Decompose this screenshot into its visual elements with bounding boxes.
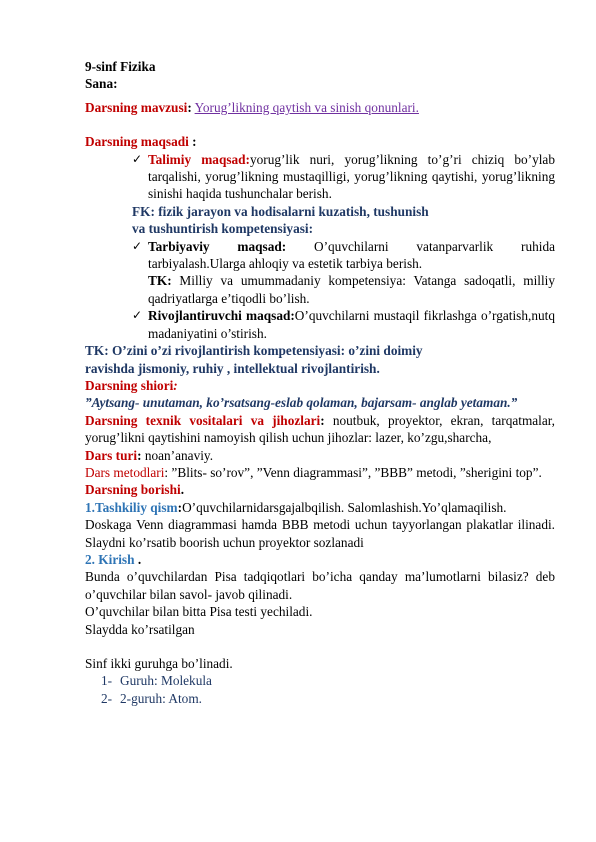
- equipment-colon: :: [320, 412, 325, 428]
- group-label: Guruh: Molekula: [120, 673, 212, 689]
- lesson-type-text: noan’anaviy.: [141, 447, 214, 463]
- topic-label: Darsning mavzusi: [85, 99, 188, 115]
- checkmark-icon: ✓: [132, 151, 143, 166]
- lesson-type-line: [85, 447, 555, 464]
- process-heading: Darsning borishi: [85, 482, 181, 498]
- step1-label: 1.Tashkiliy qism: [85, 499, 178, 515]
- fk-line-1: FK: fizik jarayon va hodisalarni kuzatish, tushunish: [132, 203, 429, 219]
- topic-line: [85, 99, 555, 116]
- group-label: 2-guruh: Atom.: [120, 690, 202, 706]
- equipment-paragraph: [85, 412, 555, 447]
- goal-colon: :: [188, 134, 197, 150]
- methods-paragraph: [85, 464, 555, 481]
- upbringing-goal-text: O’quvchilarni vatanparvarlik ruhida tarbiyalash.Ularga ahloqiy va estetik tarbiya berish.: [148, 238, 555, 272]
- tk-text: Milliy va umummadaniy kompetensiya: Vatanga sadoqatli, milliy qadriyatlarga e’tiqodli bo’lish.: [148, 273, 555, 306]
- list-number: 2-: [101, 690, 113, 706]
- topic-colon: :: [187, 99, 192, 115]
- tk-self-line-2: ravishda jismoniy, ruhiy , intellektual rivojlantirish.: [85, 360, 380, 376]
- lesson-type-label: Dars turi: [85, 447, 138, 463]
- methods-colon: :: [164, 464, 169, 480]
- list-item: [85, 672, 555, 689]
- checkmark-icon: ✓: [132, 308, 143, 323]
- process-heading-line: [85, 481, 555, 498]
- step2-line: [85, 551, 555, 568]
- step1-line: [85, 499, 555, 516]
- methods-label: Dars metodlari: [85, 464, 165, 480]
- topic-title: Yorug’likning qaytish va sinish qonunlari.: [194, 99, 419, 115]
- methods-text: ”Blits- so’rov”, ”Venn diagrammasi”, ”BBB” metodi, ”sherigini top”.: [168, 464, 542, 480]
- groups-intro: Sinf ikki guruhga bo’linadi.: [85, 656, 233, 671]
- step1-text-2: Doskaga Venn diagrammasi hamda BBB metodi uchun tayyorlangan plakatlar ilinadi. Slaydni ko’rsatib boorish uchun proyektor sozlanadi: [85, 517, 555, 550]
- motto-heading-line: [85, 377, 555, 394]
- date-label: Sana:: [85, 76, 118, 92]
- checkmark-icon: ✓: [132, 238, 143, 253]
- list-item: [85, 690, 555, 707]
- motto-text: ”Aytsang- unutaman, ko’rsatsang-eslab qolaman, bajarsam- anglab yetaman.”: [85, 395, 518, 411]
- equipment-text: noutbuk, proyektor, ekran, tarqatmalar, yorug’likni qaytishini namoyish qilish uchun jihozlar: lazer, ko’zgu,sharcha,: [85, 412, 555, 446]
- intro-line-1: Bunda o’quvchilardan Pisa tadqiqotlari bo’icha qanday ma’lumotlarni bilasiz? deb o’quvchilar bilan savol- javob qilinadi.: [85, 569, 555, 602]
- educational-goal-text: yorug’lik nuri, yorug’likning to’g’ri chiziq bo’ylab tarqalishi, yorug’likning mustaqilligi, yorug’likning qaytishi, yorug’likning sinishi haqida tushunchalar berish.: [148, 151, 555, 202]
- developing-goal-label: Rivojlantiruvchi maqsad:: [148, 308, 295, 324]
- tk-paragraph: [85, 272, 555, 307]
- equipment-heading: Darsning texnik vositalari va jihozlari: [85, 412, 321, 428]
- goal-heading-line: [85, 133, 555, 150]
- goal-heading: Darsning maqsadi: [85, 134, 189, 150]
- process-dot: .: [180, 482, 185, 498]
- class-subject: 9-sinf Fizika: [85, 59, 156, 74]
- step2-label: 2. Kirish: [85, 551, 135, 567]
- educational-goal-label: Talimiy maqsad:: [148, 151, 250, 167]
- lesson-type-colon: :: [137, 447, 142, 463]
- motto-colon: :: [173, 377, 178, 393]
- document-page: [85, 58, 555, 707]
- upbringing-goal-label: Tarbiyaviy maqsad:: [148, 238, 287, 254]
- list-item-developing-goal: [85, 307, 555, 342]
- intro-line-3: Slaydda ko’rsatilgan: [85, 621, 195, 637]
- step2-dot: .: [134, 551, 142, 567]
- step1-text: O’quvchilarnidarsgajalbqilish. Salomlashish.Yo’qlamaqilish.: [182, 499, 507, 515]
- tk-label: TK:: [148, 273, 172, 289]
- fk-line-2: va tushuntirish kompetensiyasi:: [132, 221, 314, 237]
- list-item-upbringing-goal: [85, 238, 555, 273]
- tk-self-line-1: TK: O’zini o’zi rivojlantirish kompetensiyasi: o’zini doimiy: [85, 343, 423, 359]
- list-item-educational-goal: [85, 151, 555, 203]
- step1-colon: :: [177, 499, 183, 515]
- motto-heading: Darsning shiori: [85, 377, 174, 393]
- intro-line-2: O’quvchilar bilan bitta Pisa testi yechiladi.: [85, 604, 313, 620]
- list-number: 1-: [101, 673, 113, 689]
- developing-goal-text: O’quvchilarni mustaqil fikrlashga o’rgatish,nutq madaniyatini o’stirish.: [148, 308, 555, 341]
